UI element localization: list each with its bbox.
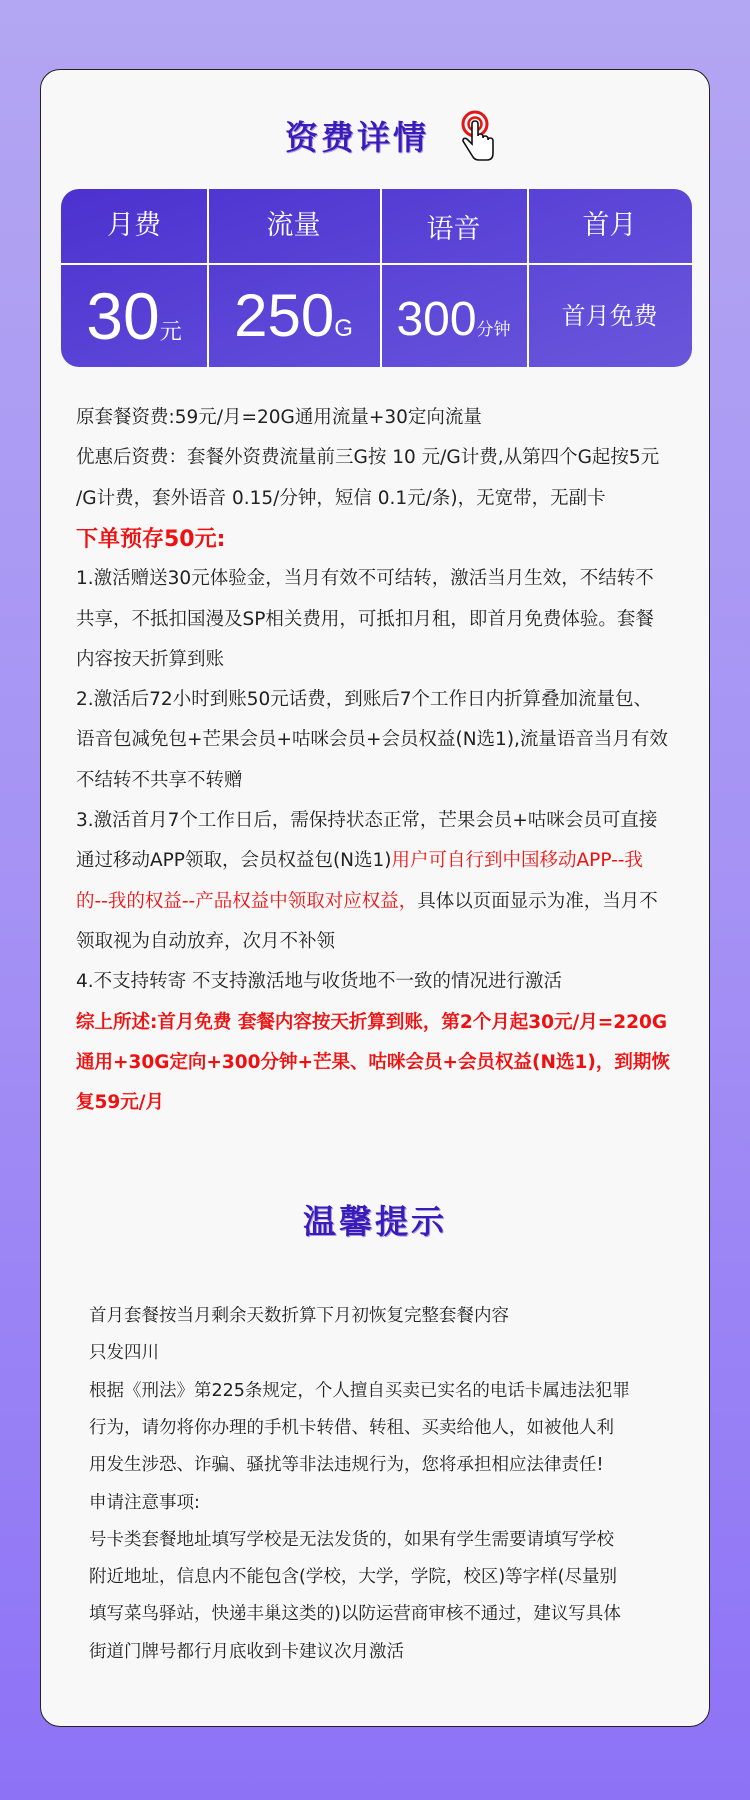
detail-line <box>76 484 606 510</box>
detail-line <box>76 605 654 631</box>
plan-table <box>61 189 692 367</box>
tip-line: 首月套餐按当月剩余天数折算下月初恢复完整套餐内容 <box>89 1306 509 1326</box>
tip-line: 根据《刑法》第225条规定，个人擅自买卖已实名的电话卡属违法犯罪 <box>89 1380 630 1401</box>
detail-line <box>76 725 668 751</box>
detail-line <box>76 564 654 590</box>
tip-line: 用发生涉恐、诈骗、骚扰等非法违规行为，您将承担相应法律责任! <box>89 1455 604 1476</box>
detail-text: 优惠后资费：套餐外资费流量前三G按 10 元/G计费,从第四个G起按5元 <box>76 447 660 469</box>
detail-line <box>76 967 562 993</box>
detail-text: 不结转不共享不转赠 <box>76 769 243 791</box>
detail-line <box>76 766 243 792</box>
detail-line <box>76 887 658 913</box>
detail-line <box>76 1008 667 1034</box>
detail-text: 具体以页面显示为准，当月不 <box>417 890 658 912</box>
detail-line <box>76 846 643 872</box>
tip-line: 申请注意事项: <box>89 1492 200 1513</box>
tip-line: 号卡类套餐地址填写学校是无法发货的，如果有学生需要请填写学校 <box>89 1529 614 1550</box>
detail-text: 领取视为自动放弃，次月不补领 <box>76 930 336 952</box>
tip-line: 行为，请勿将你办理的手机卡转借、转租、买卖给他人，如被他人利 <box>89 1417 614 1438</box>
detail-text: 4.不支持转寄 不支持激活地与收货地不一致的情况进行激活 <box>76 971 563 993</box>
tip-line: 附近地址，信息内不能包含(学校，大学，学院，校区)等字样(尽量别 <box>89 1567 617 1588</box>
highlight-text: 复59元/月 <box>76 1092 165 1114</box>
detail-text: 2.激活后72小时到账50元话费，到账后7个工作日内折算叠加流量包、 <box>76 689 653 711</box>
detail-text: 3.激活首月7个工作日后，需保持状态正常，芒果会员+咕咪会员可直接 <box>76 810 658 831</box>
detail-line <box>76 645 224 671</box>
voice-value: 300分钟 <box>396 293 511 346</box>
tips-title: 温馨提示 <box>303 1202 447 1241</box>
detail-text: 原套餐资费:59元/月=20G通用流量+30定向流量 <box>76 407 482 428</box>
detail-text: 语音包减免包+芒果会员+咕咪会员+会员权益(N选1),流量语音当月有效 <box>76 729 668 751</box>
detail-line <box>76 522 225 553</box>
detail-text: 1.激活赠送30元体验金，当月有效不可结转，激活当月生效，不结转不 <box>76 568 654 590</box>
highlight-text: 综上所述:首月免费 套餐内容按天折算到账，第2个月起30元/月=220G <box>76 1011 668 1033</box>
detail-text: /G计费，套外语音 0.15/分钟，短信 0.1元/条)，无宽带，无副卡 <box>76 487 606 509</box>
header-first-month: 首月 <box>582 210 637 241</box>
tap-hand-icon <box>455 110 495 166</box>
tip-line: 街道门牌号都行月底收到卡建议次月激活 <box>89 1641 404 1662</box>
detail-line <box>76 403 482 429</box>
header-data: 流量 <box>266 210 321 241</box>
header-monthly-fee: 月费 <box>107 210 161 241</box>
highlight-text: 通用+30G定向+300分钟+芒果、咕咪会员+会员权益(N选1)，到期恢 <box>76 1051 670 1073</box>
detail-line <box>76 443 659 469</box>
fee-value: 30元 <box>86 279 182 353</box>
detail-line <box>76 806 657 832</box>
highlight-text: 用户可自行到中国移动APP--我 <box>391 850 643 872</box>
header-voice: 语音 <box>426 214 481 245</box>
detail-line <box>76 1088 164 1114</box>
detail-text: 通过移动APP领取，会员权益包(N选1) <box>76 850 392 872</box>
data-value: 250G <box>234 282 353 349</box>
detail-text: 共享，不抵扣国漫及SP相关费用，可抵扣月租，即首月免费体验。套餐 <box>76 608 654 630</box>
tip-line: 只发四川 <box>89 1343 159 1364</box>
highlight-text: 的--我的权益--产品权益中领取对应权益， <box>76 890 418 912</box>
detail-line <box>76 1048 670 1074</box>
detail-line <box>76 685 652 711</box>
page-title: 资费详情 <box>285 118 429 157</box>
first-month-value: 首月免费 <box>561 302 658 330</box>
detail-text: 内容按天折算到账 <box>76 648 225 670</box>
tip-line: 填写菜鸟驿站，快递丰巢这类的)以防运营商审核不通过，建议写具体 <box>89 1604 621 1625</box>
highlight-text: 下单预存50元: <box>76 526 226 552</box>
detail-line <box>76 927 335 953</box>
